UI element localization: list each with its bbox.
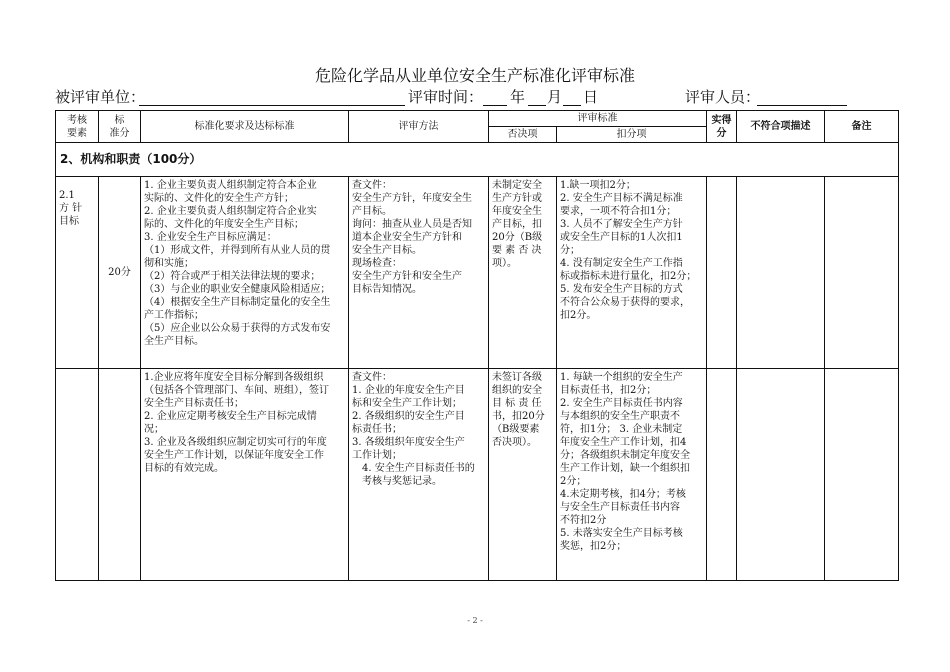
row2-veto: 未签订各级 组织的安全 目 标 责 任 书，扣20分 （B级要素 否决项）。 xyxy=(489,369,557,581)
reviewer-underline xyxy=(757,105,847,106)
row2-requirements: 1.企业应将年度安全目标分解到各级组织 （包括各个管理部门、车间、班组），签订 安全生产目标责任书； 2. 企业应定期考核安全生产目标完成情 况； 3. 企业及各级组织应制定切实可行的年度 安全生产工作计划，以保证年度安全工作 目标的有效完成。 xyxy=(141,369,349,581)
row2-nonconformity xyxy=(737,369,825,581)
year-label: 年 xyxy=(510,88,526,106)
row2-remark xyxy=(825,369,899,581)
year-underline xyxy=(483,105,507,106)
day-underline xyxy=(563,105,581,106)
header-criteria: 评审标准 xyxy=(489,111,707,127)
header-remark: 备注 xyxy=(825,111,899,143)
header-veto: 否决项 xyxy=(489,127,557,143)
row2-method: 查文件： 1. 企业的年度安全生产目 标和安全生产工作计划； 2. 各级组织的安全生产目 标责任书； 3. 各级组织年度安全生产 工作计划； 4. 安全生产目标责任书的 考核与奖惩记录。 xyxy=(349,369,489,581)
row2-deduct: 1. 每缺一个组织的安全生产 目标责任书，扣2分； 2. 安全生产目标责任书内容 与本组织的安全生产职责不 符，扣1分； 3. 企业未制定 年度安全生产工作计划，扣4 分；各级组织未制定年度安全 生产工作计划，缺一个组织扣 2分； 4.未定期考核，扣4分；考核 与安全生产目标责任书内容 不符扣2分 5. 未落实安全生产目标考核 奖惩，扣2分； xyxy=(557,369,707,581)
row1-element: 2.1 方 针 目标 xyxy=(56,177,99,369)
page-number: - 2 - xyxy=(467,616,483,625)
header-element: 考核 要素 xyxy=(56,111,99,143)
table-row xyxy=(56,369,899,581)
row1-veto: 未制定安全 生产方针或 年度安全生 产目标，扣 20分（B级 要 素 否 决 项）。 xyxy=(489,177,557,369)
header-actual-score: 实得 分 xyxy=(707,111,737,143)
header-nonconformity: 不符合项描述 xyxy=(737,111,825,143)
month-label: 月 xyxy=(547,88,563,106)
row1-requirements: 1. 企业主要负责人组织制定符合本企业 实际的、文件化的安全生产方针； 2. 企业主要负责人组织制定符合企业实 际的、文件化的年度安全生产目标； 3. 企业安全生产目标应满足： （1）形成文件，并得到所有从业人员的贯 彻和实施； （2）符合或严于相关法律法规的要求； （3）与企业的职业安全健康风险相适应； （4）根据安全生产目标制定量化的安全生 产工作指标； （5）应企业以公众易于获得的方式发布安 全生产目标。 xyxy=(141,177,349,369)
row1-deduct: 1.缺一项扣2分； 2. 安全生产目标不满足标准 要求，一项不符合扣1分； 3. 人员不了解安全生产方针 或安全生产目标的1人次扣1 分； 4. 没有制定安全生产工作指 标或指标未进行量化，扣2分； 5. 发布安全生产目标的方式 不符合公众易于获得的要求， 扣2分。 xyxy=(557,177,707,369)
day-label: 日 xyxy=(583,88,599,106)
row1-method: 查文件： 安全生产方针，年度安全生 产目标。 询问：抽查从业人员是否知 道本企业安全生产方针和 安全生产目标。 现场检查： 安全生产方针和安全生产 目标告知情况。 xyxy=(349,177,489,369)
header-score: 标 准分 xyxy=(99,111,141,143)
header-requirements: 标准化要求及达标标准 xyxy=(141,111,349,143)
row1-remark xyxy=(825,177,899,369)
table-row xyxy=(56,177,899,369)
section-heading: 2、机构和职责（100分） xyxy=(56,143,899,177)
row1-score: 20分 xyxy=(99,177,141,369)
month-underline xyxy=(528,105,546,106)
row1-actual-score xyxy=(707,177,737,369)
header-deduct: 扣分项 xyxy=(557,127,707,143)
time-label: 评审时间： xyxy=(408,88,484,106)
standards-table xyxy=(55,110,899,581)
header-method: 评审方法 xyxy=(349,111,489,143)
info-line xyxy=(55,86,905,108)
reviewer-label: 评审人员： xyxy=(685,88,761,106)
row2-element xyxy=(56,369,99,581)
document-title: 危险化学品从业单位安全生产标准化评审标准 xyxy=(314,66,635,85)
row1-nonconformity xyxy=(737,177,825,369)
unit-underline xyxy=(139,105,405,106)
row2-actual-score xyxy=(707,369,737,581)
row2-score xyxy=(99,369,141,581)
unit-label: 被评审单位： xyxy=(55,88,146,106)
